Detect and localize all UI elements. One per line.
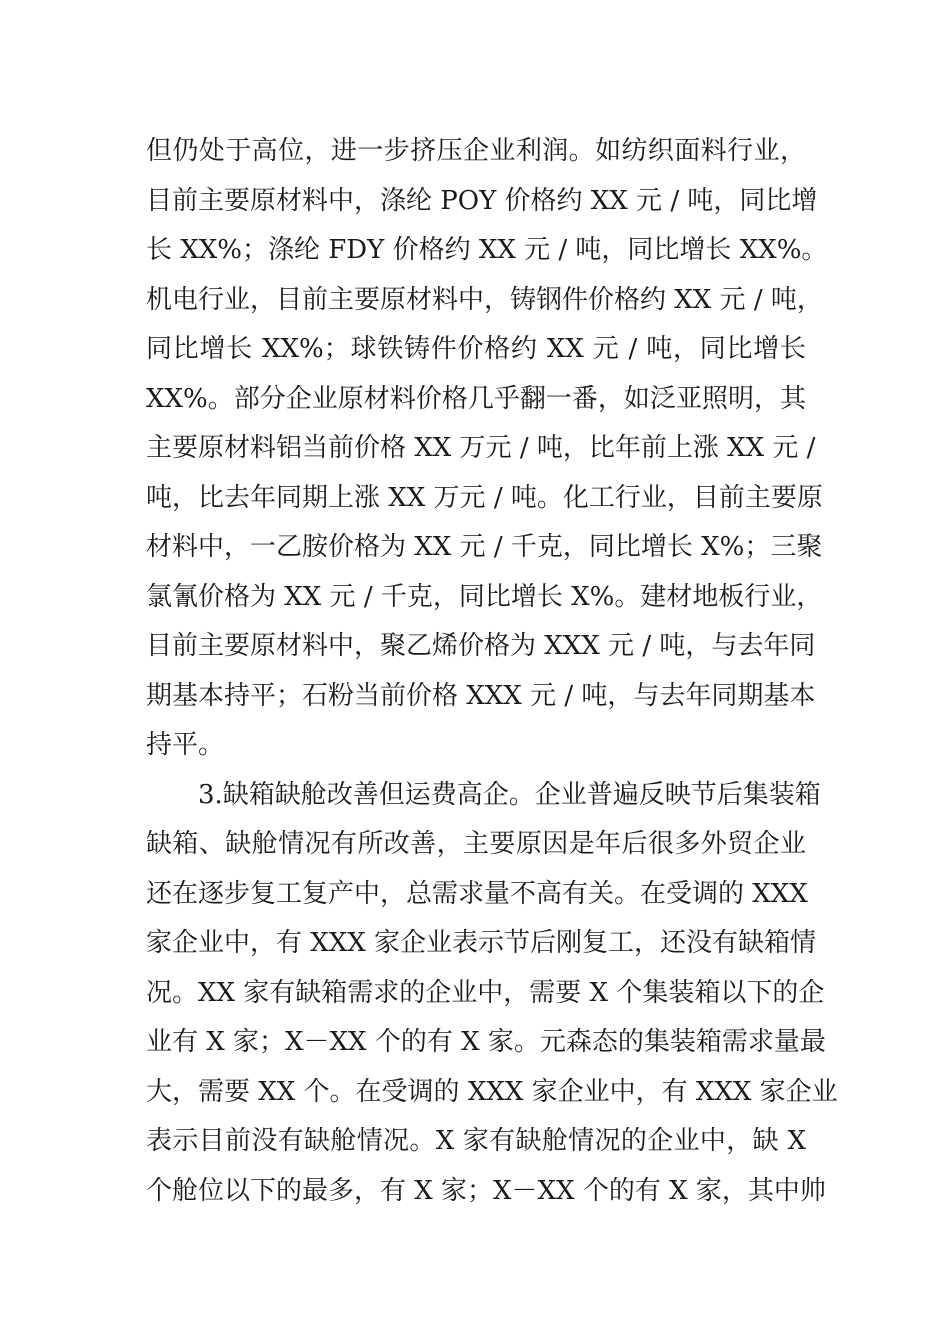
text-line: 同比增长 XX%；球铁铸件价格约 XX 元 / 吨，同比增长 — [146, 334, 806, 364]
text-line: 目前主要原材料中，涤纶 POY 价格约 XX 元 / 吨，同比增 — [146, 185, 818, 216]
text-line: 氯氰价格为 XX 元 / 千克，同比增长 X%。建材地板行业， — [146, 581, 823, 612]
text-line: 个舱位以下的最多，有 X 家；X－XX 个的有 X 家，其中帅 — [146, 1175, 826, 1206]
text-line: XX%。部分企业原材料价格几乎翻一番，如泛亚照明，其 — [146, 383, 806, 414]
text-line: 表示目前没有缺舱情况。X 家有缺舱情况的企业中，缺 X — [146, 1126, 806, 1156]
text-line: 持平。 — [146, 730, 225, 760]
document-body — [146, 127, 838, 1216]
text-line: 机电行业，目前主要原材料中，铸钢件价格约 XX 元 / 吨， — [146, 284, 823, 315]
text-line: 长 XX%；涤纶 FDY 价格约 XX 元 / 吨，同比增长 XX%。 — [146, 235, 828, 265]
text-line: 吨，比去年同期上涨 XX 万元 / 吨。化工行业，目前主要原 — [146, 482, 823, 513]
text-line: 期基本持平；石粉当前价格 XXX 元 / 吨，与去年同期基本 — [146, 680, 816, 711]
text-line: 目前主要原材料中，聚乙烯价格为 XXX 元 / 吨，与去年同 — [146, 631, 816, 661]
text-line: 缺箱、缺舱情况有所改善，主要原因是年后很多外贸企业 — [146, 829, 806, 859]
section-heading-line: 3.缺箱缺舱改善但运费高企。企业普遍反映节后集装箱 — [198, 779, 821, 810]
text-line: 业有 X 家；X－XX 个的有 X 家。元森态的集装箱需求量最 — [146, 1027, 826, 1057]
text-line: 但仍处于高位，进一步挤压企业利润。如纺织面料行业， — [146, 136, 806, 166]
text-line: 大，需要 XX 个。在受调的 XXX 家企业中，有 XXX 家企业 — [146, 1076, 838, 1107]
text-line: 家企业中，有 XXX 家企业表示节后刚复工，还没有缺箱情 — [146, 928, 817, 958]
text-line: 还在逐步复工复产中，总需求量不高有关。在受调的 XXX — [146, 878, 808, 909]
text-line: 况。XX 家有缺箱需求的企业中，需要 X 个集装箱以下的企 — [146, 977, 825, 1008]
text-line: 材料中，一乙胺价格为 XX 元 / 千克，同比增长 X%；三聚 — [146, 532, 823, 562]
text-line: 主要原材料铝当前价格 XX 万元 / 吨，比年前上涨 XX 元 / — [146, 433, 816, 463]
